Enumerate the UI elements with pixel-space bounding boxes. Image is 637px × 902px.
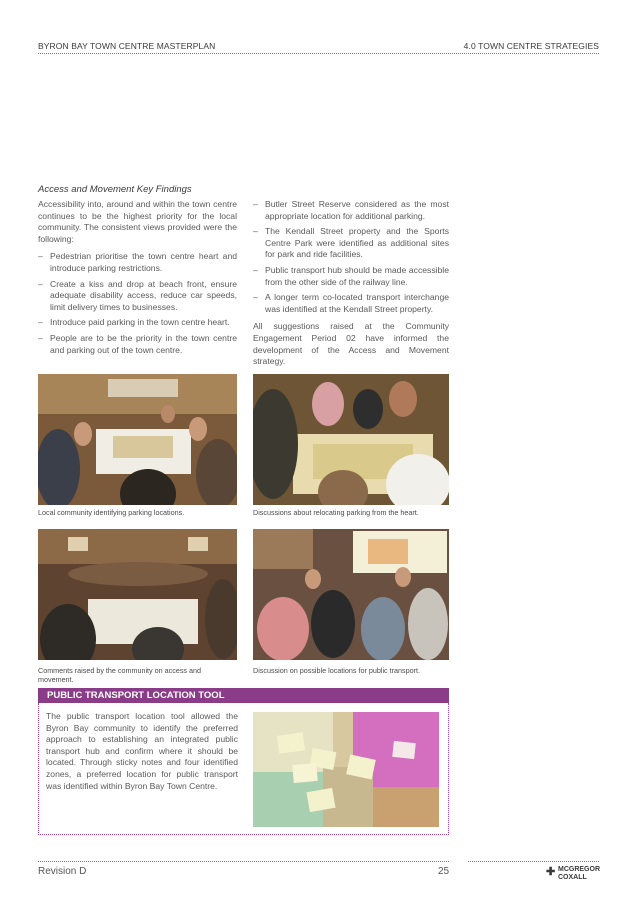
photo-relocating-parking xyxy=(253,374,449,505)
list-item: – Butler Street Reserve considered as the most appropriate location for additional parking. xyxy=(253,199,449,222)
photo-caption: Discussion on possible locations for public transport. xyxy=(253,666,420,675)
photo-caption: Local community identifying parking locations. xyxy=(38,508,185,517)
key-findings-intro: Accessibility into, around and within the town centre continues to be the highest priority for the local community. The consistent views provided were the following: xyxy=(38,199,237,244)
photo-sticky-notes-map xyxy=(253,712,439,827)
revision-label: Revision D xyxy=(38,866,87,877)
logo-line-2: COXALL xyxy=(558,873,587,881)
photo-caption: Discussions about relocating parking from the heart. xyxy=(253,508,419,517)
logo-line-1: MCGREGOR xyxy=(558,866,600,873)
list-item: – The Kendall Street property and the Sports Centre Park were identified as additional sites for park and ride facilities. xyxy=(253,226,449,261)
right-column xyxy=(253,199,449,374)
list-item: – Pedestrian prioritise the town centre heart and introduce parking restrictions. xyxy=(38,251,237,274)
list-item: – Introduce paid parking in the town centre heart. xyxy=(38,317,237,329)
list-item: – Create a kiss and drop at beach front, ensure adequate disability access, reduce car speeds, limit delivery times to businesses. xyxy=(38,279,237,314)
list-item: – People are to be the priority in the town centre and parking out of the town centre. xyxy=(38,333,237,356)
key-findings-closing: All suggestions raised at the Community Engagement Period 02 have informed the development of the Access and Movement strategy. xyxy=(253,321,449,367)
right-bullet-list xyxy=(253,199,449,315)
footer-divider-right xyxy=(468,861,599,862)
footer-divider-left xyxy=(38,861,449,862)
plus-icon: ✚ xyxy=(546,866,556,878)
page-number: 25 xyxy=(438,866,450,877)
section-title: 4.0 TOWN CENTRE STRATEGIES xyxy=(463,41,599,51)
photo-public-transport-discussion xyxy=(253,529,449,660)
left-column xyxy=(38,199,237,360)
key-findings-heading: Access and Movement Key Findings xyxy=(38,184,192,195)
mcgregor-coxall-logo xyxy=(546,866,600,881)
list-item: – A longer term co-located transport interchange was identified at the Kendall Street property. xyxy=(253,292,449,315)
document-title: BYRON BAY TOWN CENTRE MASTERPLAN xyxy=(38,41,216,51)
public-transport-text: The public transport location tool allowed the Byron Bay community to identify the preferred approach to establishing an integrated public transport hub and confirm where it should be located. Through sticky notes and four identified zones, a preferred location for public transport was identified within Byron Bay Town Centre. xyxy=(46,711,238,791)
left-bullet-list xyxy=(38,251,237,356)
list-item: – Public transport hub should be made accessible from the other side of the railway line. xyxy=(253,265,449,288)
photo-community-comments xyxy=(38,529,237,660)
header-divider xyxy=(38,53,599,54)
photo-parking-locations xyxy=(38,374,237,505)
photo-caption: Comments raised by the community on access and movement. xyxy=(38,666,201,684)
public-transport-section-title: PUBLIC TRANSPORT LOCATION TOOL xyxy=(38,688,449,703)
